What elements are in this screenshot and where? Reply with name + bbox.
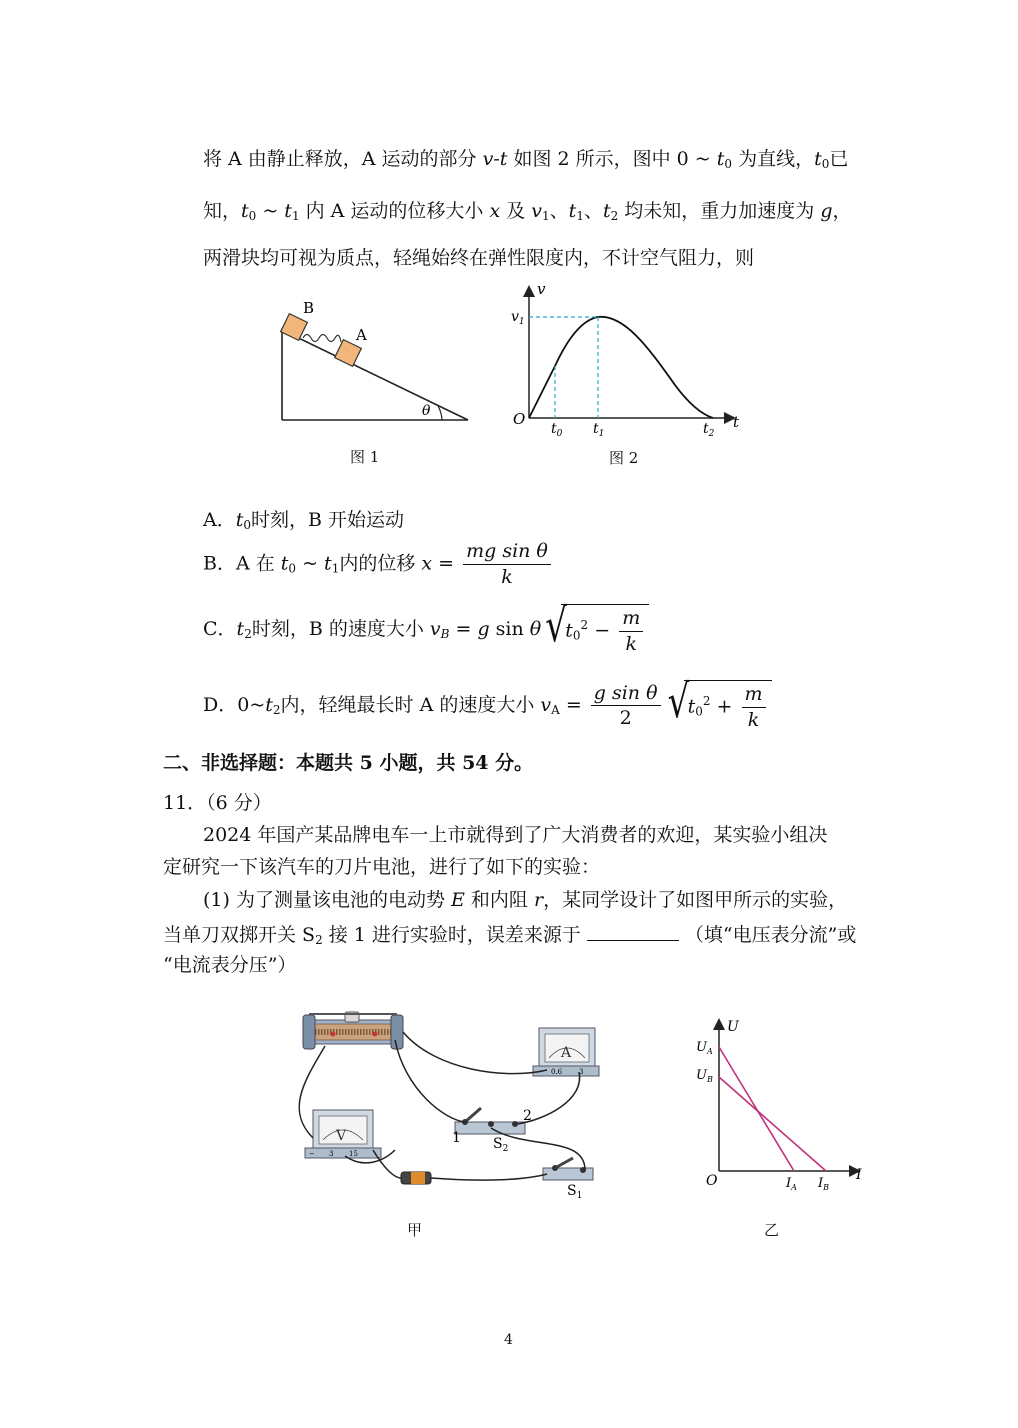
page-number: 4 xyxy=(504,1332,513,1348)
svg-text:V: V xyxy=(336,1128,347,1144)
figure-2-vt-graph xyxy=(505,280,755,440)
axis-t-label: t xyxy=(733,413,740,431)
section-title: 二、非选择题：本题共 5 小题，共 54 分。 xyxy=(163,752,534,774)
intro-text: 为直线， xyxy=(732,148,815,170)
q11-text: 接 1 进行实验时，误差来源于 xyxy=(322,924,581,946)
option-d: D．$0\sim t_2$内，轻绳最长时 A 的速度大小 $v_A$ = $\frac{\text{g sin θ}}{2}$ √ $t_0^2$ + $\frac{m}{k}$ xyxy=(203,680,772,732)
ui-graph-caption: 乙 xyxy=(764,1221,780,1239)
option-d-text: 内，轻绳最长时 A 的速度大小 xyxy=(280,693,541,716)
ib-label: $I_B$ xyxy=(818,1176,830,1192)
origin-label: O xyxy=(513,410,526,428)
q11-para-2: 定研究一下该汽车的刀片电池，进行了如下的实验： xyxy=(163,856,601,878)
angle-arc xyxy=(438,406,442,420)
ua-label: $U_A$ xyxy=(696,1040,713,1056)
axis-u-label: U xyxy=(727,1019,739,1035)
origin-label: O xyxy=(706,1173,718,1189)
intro-text: 两滑块均可视为质点，轻绳始终在弹性限度内，不计空气阻力，则 xyxy=(203,247,755,269)
ub-label: $U_B$ xyxy=(696,1068,713,1084)
incline-triangle xyxy=(282,330,468,420)
q11-para-4: 当单刀双掷开关 $S_2$ 接 1 进行实验时，误差来源于 （填“电压表分流”或 xyxy=(163,924,857,947)
elastic-rope xyxy=(303,335,341,343)
q11-text: ，某同学设计了如图甲所示的实验， xyxy=(543,889,848,911)
s2-label: $S_2$ xyxy=(493,1136,509,1154)
option-c: C．$t_2$时刻，B 的速度大小 $v_B = g$ sin θ √ $t_0^2$ − $\frac{m}{k}$ xyxy=(203,604,649,656)
intro-line-1: 将 A 由静止释放，A 运动的部分 v-t 如图 2 所示，图中 0 ~ $t_0$ 为直线，$t_0$已 xyxy=(203,148,849,171)
q11-text: (1) 为了测量该电池的电动势 xyxy=(203,889,451,911)
option-b-prefix: B．A 在 xyxy=(203,552,281,575)
intro-line-2: 知，$t_0$ ~ $t_1$ 内 A 运动的位移大小 x 及 $v_1$、$t_1$、$t_2$ 均未知，重力加速度为 g， xyxy=(203,200,852,223)
option-a: A．$t_0$时刻，B 开始运动 xyxy=(203,509,405,532)
q11-header: 11．（6 分） xyxy=(163,792,272,814)
voltmeter xyxy=(305,1110,381,1158)
intro-text: 及 xyxy=(500,200,532,222)
answer-blank[interactable] xyxy=(587,922,679,941)
svg-text:15: 15 xyxy=(349,1150,358,1158)
intro-text: 已 xyxy=(829,148,849,170)
intro-line-3 xyxy=(203,247,754,270)
t0-label: $t_0$ xyxy=(551,421,563,439)
battery xyxy=(401,1172,431,1184)
t2-label: $t_2$ xyxy=(703,421,715,439)
figure-2-caption: 图 2 xyxy=(609,449,639,467)
vt-curve xyxy=(529,317,713,418)
option-b-text: 内的位移 xyxy=(339,552,422,575)
q11-para-1: 2024 年国产某品牌电车一上市就得到了广大消费者的欢迎，某实验小组决 xyxy=(203,824,828,846)
switch-pos-2: 2 xyxy=(523,1108,532,1124)
option-c-prefix: C． xyxy=(203,617,237,640)
option-c-text: 时刻，B 的速度大小 xyxy=(251,617,430,640)
svg-text:3: 3 xyxy=(579,1068,584,1076)
vt-symbol: v-t xyxy=(482,148,508,170)
q11-text: （填“电压表分流”或 xyxy=(684,924,857,946)
q11-text: 当单刀双掷开关 S xyxy=(163,924,316,946)
option-a-prefix: A． xyxy=(203,509,236,531)
switch-s2 xyxy=(455,1108,525,1134)
formula-c-sqrt: √ $t_0^2$ − $\frac{m}{k}$ xyxy=(561,604,649,656)
formula-d: $\frac{\text{g sin θ}}{2}$ xyxy=(591,682,661,731)
figure-1-caption: 图 1 xyxy=(350,448,380,466)
formula-d-sqrt: √ $t_0^2$ + $\frac{m}{k}$ xyxy=(684,680,772,732)
v1-label: $v_1$ xyxy=(511,309,525,327)
option-d-prefix: D．0~ xyxy=(203,693,266,716)
angle-theta: θ xyxy=(422,403,431,419)
intro-text: 内 A 运动的位移大小 xyxy=(305,200,490,222)
label-b: B xyxy=(303,299,315,317)
rheostat xyxy=(303,1012,403,1049)
circuit-caption: 甲 xyxy=(407,1221,423,1239)
svg-text:A: A xyxy=(561,1045,572,1061)
intro-text: 将 A 由静止释放，A 运动的部分 xyxy=(203,148,483,170)
intro-text: 如图 2 所示，图中 0 ~ xyxy=(507,148,717,170)
svg-text:−: − xyxy=(309,1150,315,1158)
switch-pos-1: 1 xyxy=(452,1130,461,1146)
intro-text: 均未知，重力加速度为 xyxy=(618,200,821,222)
ui-graph xyxy=(692,1015,872,1195)
s1-label: $S_1$ xyxy=(567,1183,583,1201)
ammeter xyxy=(533,1028,599,1076)
axis-v-label: v xyxy=(537,280,546,298)
option-b: B．A 在 $t_0$ ~ $t_1$内的位移 x = $\frac{\text{mg sin θ}}{k}$ xyxy=(203,540,554,589)
ia-label: $I_A$ xyxy=(786,1176,797,1192)
figure-1-incline xyxy=(270,295,480,430)
svg-text:3: 3 xyxy=(329,1150,334,1158)
label-a: A xyxy=(356,326,367,344)
q11-para-5: “电流表分压”） xyxy=(163,954,297,976)
option-a-text: 时刻，B 开始运动 xyxy=(251,509,405,531)
q11-text: 和内阻 xyxy=(464,889,534,911)
formula-b: $\frac{\text{mg sin θ}}{k}$ xyxy=(463,540,551,589)
axis-i-label: I xyxy=(856,1167,862,1183)
t1-label: $t_1$ xyxy=(593,421,605,439)
intro-text: 知， xyxy=(203,200,242,222)
svg-text:−: − xyxy=(537,1068,543,1076)
svg-text:0.6: 0.6 xyxy=(551,1068,563,1076)
q11-para-3: (1) 为了测量该电池的电动势 E 和内阻 r，某同学设计了如图甲所示的实验， xyxy=(203,889,848,911)
circuit-figure xyxy=(285,1010,615,1210)
line-b xyxy=(719,1077,826,1171)
